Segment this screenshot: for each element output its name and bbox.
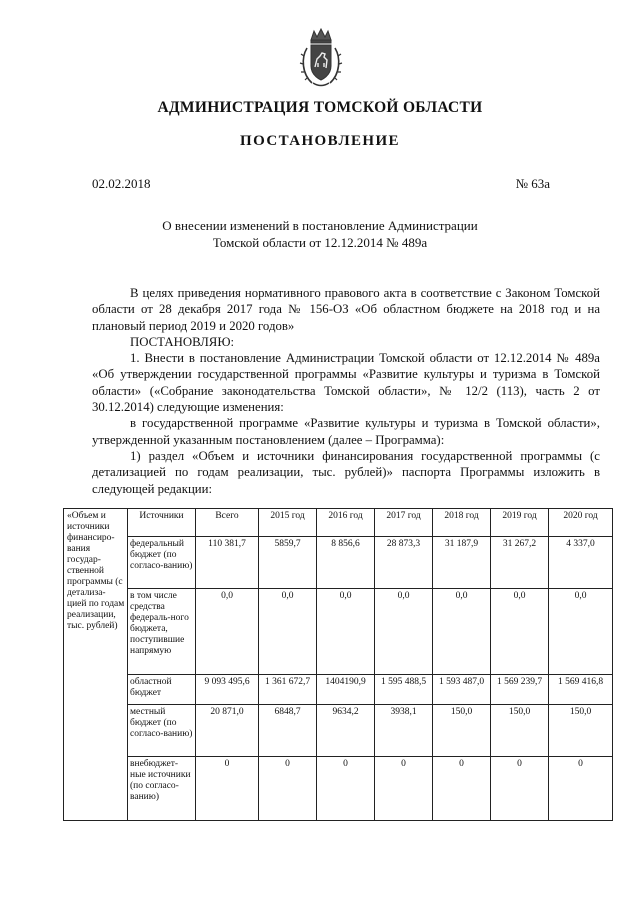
value-cell: 9 093 495,6 bbox=[196, 675, 259, 705]
value-cell: 0,0 bbox=[375, 589, 433, 675]
value-cell: 1 595 488,5 bbox=[375, 675, 433, 705]
body-paragraph: в государственной программе «Развитие культуры и туризма в Томской области», утвержденной указанным постановлением (далее – Программа): bbox=[92, 416, 600, 447]
source-cell: в том числе средства федераль-ного бюджета, поступившие напрямую bbox=[128, 589, 196, 675]
value-cell: 0,0 bbox=[491, 589, 549, 675]
value-cell: 0 bbox=[259, 757, 317, 821]
table-header-cell: Источники bbox=[128, 509, 196, 537]
value-cell: 0,0 bbox=[196, 589, 259, 675]
value-cell: 1 569 416,8 bbox=[549, 675, 613, 705]
financing-table bbox=[63, 508, 613, 821]
coat-of-arms-icon bbox=[298, 26, 344, 90]
source-cell: областной бюджет bbox=[128, 675, 196, 705]
document-number: № 63а bbox=[515, 176, 550, 191]
table-row bbox=[64, 537, 613, 589]
source-cell: местный бюджет (по согласо-ванию) bbox=[128, 705, 196, 757]
value-cell: 0,0 bbox=[549, 589, 613, 675]
table-header-cell: 2018 год bbox=[433, 509, 491, 537]
resolution-heading: ПОСТАНОВЛЯЮ: bbox=[130, 334, 235, 349]
document-body bbox=[92, 285, 600, 497]
value-cell: 0 bbox=[491, 757, 549, 821]
table-header-cell: 2020 год bbox=[549, 509, 613, 537]
table-header-row bbox=[64, 509, 613, 537]
value-cell: 150,0 bbox=[491, 705, 549, 757]
body-paragraph: 1. Внести в постановление Администрации Томской области от 12.12.2014 № 489а «Об утверждении государственной программы «Развитие культуры и туризма в Томской области» («Собрание законодательства Томской области», № 12/2 (113), часть 2 от 30.12.2014) следующие изменения: bbox=[92, 351, 600, 415]
value-cell: 1404190,9 bbox=[317, 675, 375, 705]
subject-line: Томской области от 12.12.2014 № 489а bbox=[212, 235, 428, 250]
document-date: 02.02.2018 bbox=[92, 176, 151, 191]
value-cell: 110 381,7 bbox=[196, 537, 259, 589]
table-header-cell: 2019 год bbox=[491, 509, 549, 537]
source-cell: внебюджет-ные источники (по согласо-ванию) bbox=[128, 757, 196, 821]
row-label-cell: «Объем и источники финансиро-вания государ-ственной программы (с детализа-цией по годам реализации, тыс. рублей) bbox=[64, 509, 128, 821]
table-header-cell: 2015 год bbox=[259, 509, 317, 537]
value-cell: 0,0 bbox=[259, 589, 317, 675]
organization-title: АДМИНИСТРАЦИЯ ТОМСКОЙ ОБЛАСТИ bbox=[157, 99, 483, 116]
source-cell: федеральный бюджет (по согласо-ванию) bbox=[128, 537, 196, 589]
value-cell: 5859,7 bbox=[259, 537, 317, 589]
document-subject bbox=[0, 217, 640, 251]
table-header-cell: Всего bbox=[196, 509, 259, 537]
value-cell: 9634,2 bbox=[317, 705, 375, 757]
value-cell: 31 187,9 bbox=[433, 537, 491, 589]
table-header-cell: 2016 год bbox=[317, 509, 375, 537]
value-cell: 150,0 bbox=[549, 705, 613, 757]
table-row bbox=[64, 589, 613, 675]
value-cell: 0 bbox=[196, 757, 259, 821]
table-row bbox=[64, 705, 613, 757]
table-row bbox=[64, 675, 613, 705]
value-cell: 4 337,0 bbox=[549, 537, 613, 589]
value-cell: 0 bbox=[375, 757, 433, 821]
value-cell: 1 569 239,7 bbox=[491, 675, 549, 705]
subject-line: О внесении изменений в постановление Администрации bbox=[162, 218, 478, 233]
value-cell: 0 bbox=[433, 757, 491, 821]
value-cell: 6848,7 bbox=[259, 705, 317, 757]
body-paragraph: 1) раздел «Объем и источники финансирования государственной программы (с детализацией по годам реализации, тыс. рублей)» паспорта Программы изложить в следующей редакции: bbox=[92, 448, 600, 496]
value-cell: 0 bbox=[317, 757, 375, 821]
value-cell: 1 361 672,7 bbox=[259, 675, 317, 705]
table-header-cell: 2017 год bbox=[375, 509, 433, 537]
value-cell: 1 593 487,0 bbox=[433, 675, 491, 705]
value-cell: 20 871,0 bbox=[196, 705, 259, 757]
value-cell: 8 856,6 bbox=[317, 537, 375, 589]
table-row bbox=[64, 757, 613, 821]
value-cell: 0,0 bbox=[433, 589, 491, 675]
value-cell: 0 bbox=[549, 757, 613, 821]
value-cell: 150,0 bbox=[433, 705, 491, 757]
value-cell: 31 267,2 bbox=[491, 537, 549, 589]
value-cell: 0,0 bbox=[317, 589, 375, 675]
body-paragraph: В целях приведения нормативного правового акта в соответствие с Законом Томской области от 28 декабря 2017 года № 156-ОЗ «Об областном бюджете на 2018 год и на плановый период 2019 и 2020 годов» bbox=[92, 286, 600, 333]
value-cell: 28 873,3 bbox=[375, 537, 433, 589]
document-type: ПОСТАНОВЛЕНИЕ bbox=[240, 133, 400, 149]
value-cell: 3938,1 bbox=[375, 705, 433, 757]
